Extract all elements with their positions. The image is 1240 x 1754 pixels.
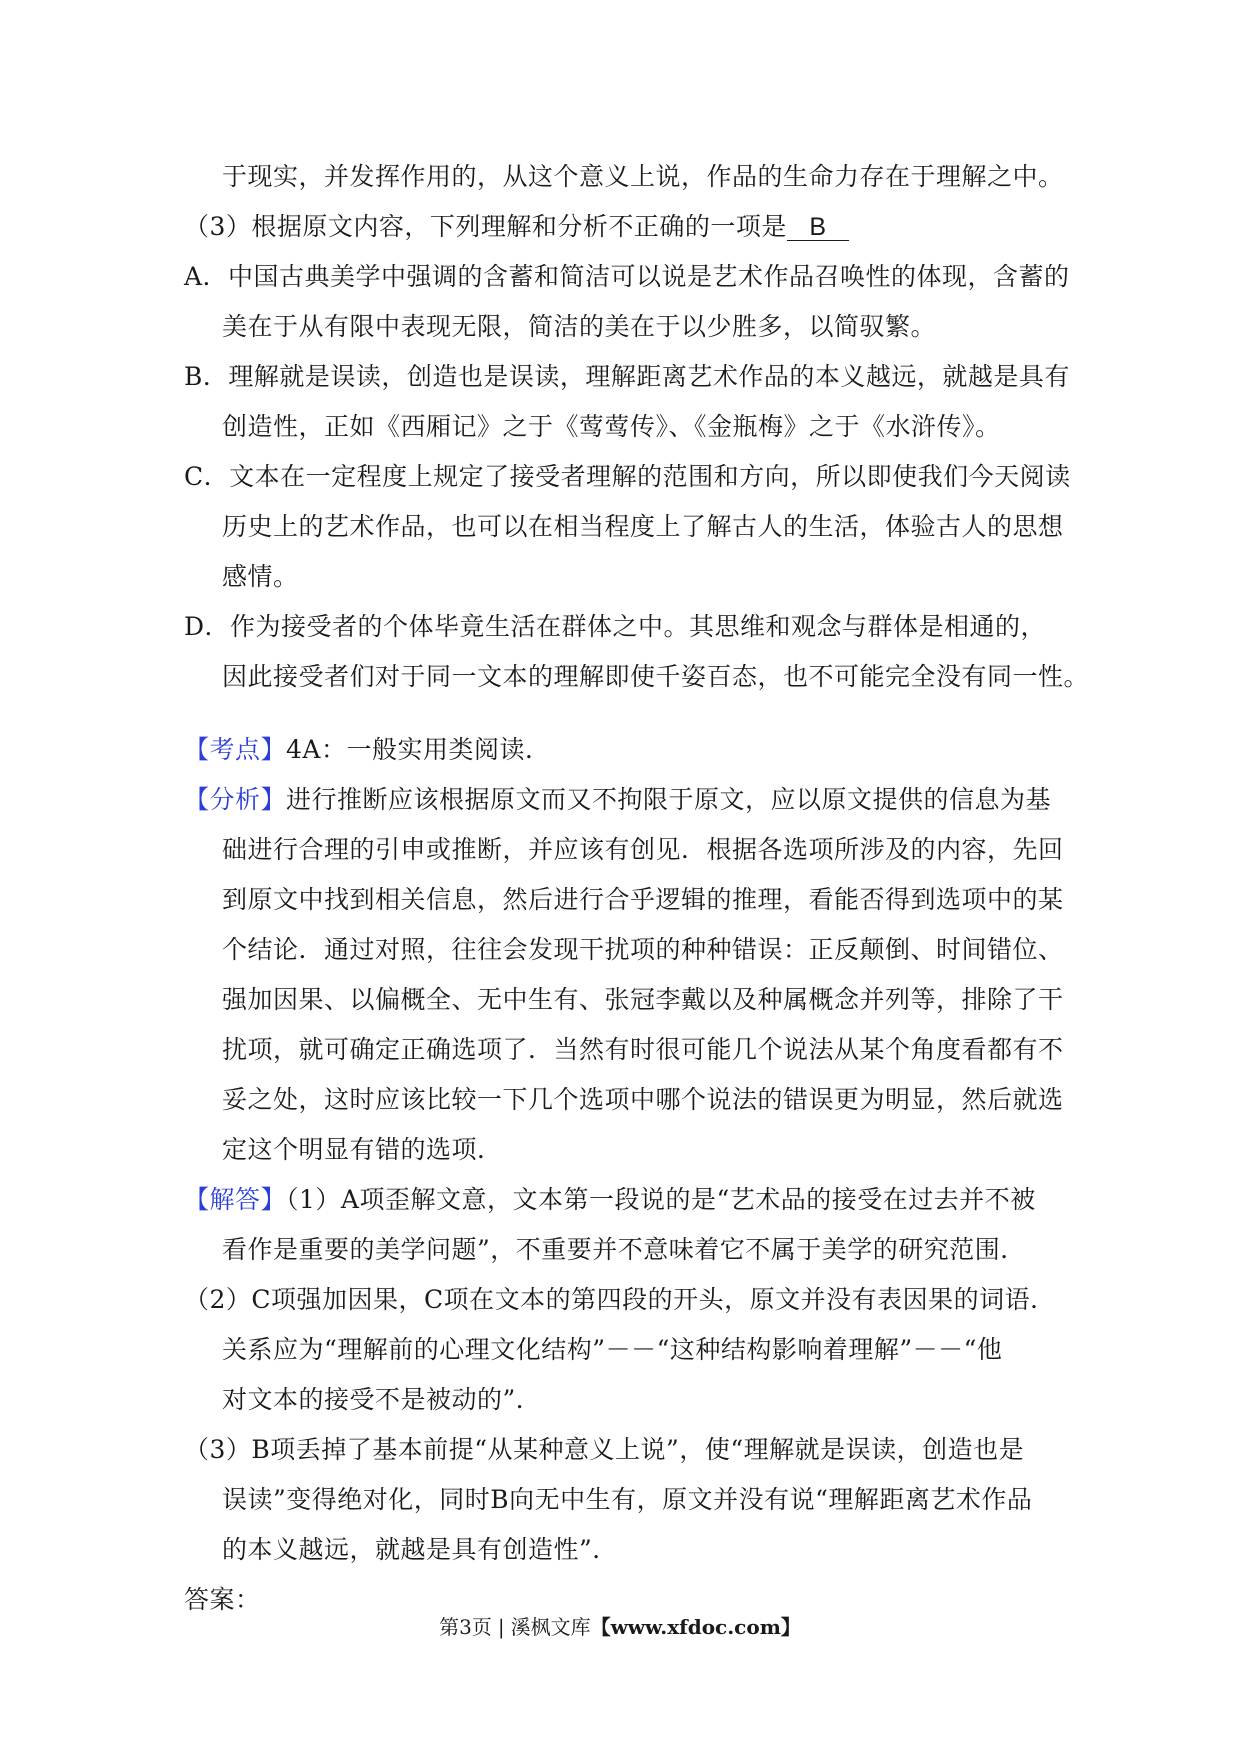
- fenxi-line: 强加因果、以偏概全、无中生有、张冠李戴以及种属概念并列等，排除了干: [222, 985, 1064, 1014]
- fenxi-line: 个结论．通过对照，往往会发现干扰项的种种错误：正反颠倒、时间错位、: [222, 935, 1064, 964]
- question-3: [184, 212, 849, 242]
- option-c-line: 感情。: [222, 562, 299, 591]
- jieda-line: （2）C项强加因果，C项在文本的第四段的开头，原文并没有表因果的词语．: [184, 1285, 1056, 1314]
- option-b-line: 创造性，正如《西厢记》之于《莺莺传》、《金瓶梅》之于《水浒传》。: [222, 412, 1001, 441]
- option-c-line: 历史上的艺术作品，也可以在相当程度上了解古人的生活，体验古人的思想: [222, 512, 1064, 541]
- option-c-line: C．文本在一定程度上规定了接受者理解的范围和方向，所以即使我们今天阅读: [184, 462, 1071, 491]
- question-3-text: （3）根据原文内容，下列理解和分析不正确的一项是: [184, 212, 787, 241]
- jieda-line: （3）B项丢掉了基本前提“从某种意义上说”，使“理解就是误读，创造也是: [184, 1435, 1025, 1464]
- option-b-line: B．理解就是误读，创造也是误读，理解距离艺术作品的本义越远，就越是具有: [184, 362, 1070, 391]
- page-number: 第3页: [439, 1615, 492, 1639]
- answer-blank: B: [787, 214, 849, 241]
- fenxi-line: 妥之处，这时应该比较一下几个选项中哪个说法的错误更为明显，然后就选: [222, 1085, 1064, 1114]
- option-a-line: A．中国古典美学中强调的含蓄和简洁可以说是艺术作品召唤性的体现，含蓄的: [184, 262, 1070, 291]
- fenxi-line: 到原文中找到相关信息，然后进行合乎逻辑的推理，看能否得到选项中的某: [222, 885, 1064, 914]
- option-d-line: D．作为接受者的个体毕竟生活在群体之中。其思维和观念与群体是相通的，: [184, 612, 1047, 641]
- jieda-line: [184, 1185, 1036, 1215]
- fenxi-line: 础进行合理的引申或推断，并应该有创见．根据各选项所涉及的内容，先回: [222, 835, 1064, 864]
- fenxi-text: 进行推断应该根据原文而又不拘限于原文，应以原文提供的信息为基: [286, 785, 1052, 814]
- fenxi-line: 扰项，就可确定正确选项了．当然有时很可能几个说法从某个角度看都有不: [222, 1035, 1064, 1064]
- jieda-text: （1）A项歪解文意，文本第一段说的是“艺术品的接受在过去并不被: [286, 1185, 1036, 1214]
- option-a-line: 美在于从有限中表现无限，简洁的美在于以少胜多，以简驭繁。: [222, 312, 937, 341]
- jieda-line: 看作是重要的美学问题”，不重要并不意味着它不属于美学的研究范围．: [222, 1235, 1026, 1264]
- jieda-tag: 【解答】: [184, 1185, 287, 1214]
- jieda-line: 的本义越远，就越是具有创造性”．: [222, 1535, 618, 1564]
- jieda-line: 关系应为“理解前的心理文化结构”－－“这种结构影响着理解”－－“他: [222, 1335, 1003, 1364]
- library-url[interactable]: 【www.xfdoc.com】: [590, 1615, 801, 1639]
- text-line: 于现实，并发挥作用的，从这个意义上说，作品的生命力存在于理解之中。: [222, 162, 1064, 191]
- library-name: 溪枫文库: [510, 1615, 591, 1639]
- option-d-line: 因此接受者们对于同一文本的理解即使千姿百态，也不可能完全没有同一性。: [222, 662, 1090, 691]
- kaodian-line: [184, 735, 550, 765]
- fenxi-line: 定这个明显有错的选项．: [222, 1135, 503, 1164]
- page-footer: [0, 1614, 1240, 1640]
- jieda-line: 误读”变得绝对化，同时B向无中生有，原文并没有说“理解距离艺术作品: [222, 1485, 1033, 1514]
- fenxi-tag: 【分析】: [184, 785, 287, 814]
- answer-label: 答案：: [184, 1585, 261, 1614]
- kaodian-tag: 【考点】: [184, 735, 287, 764]
- kaodian-text: 4A：一般实用类阅读．: [286, 735, 551, 764]
- jieda-line: 对文本的接受不是被动的”．: [222, 1385, 542, 1414]
- footer-separator: |: [497, 1615, 505, 1639]
- fenxi-line: [184, 785, 1051, 815]
